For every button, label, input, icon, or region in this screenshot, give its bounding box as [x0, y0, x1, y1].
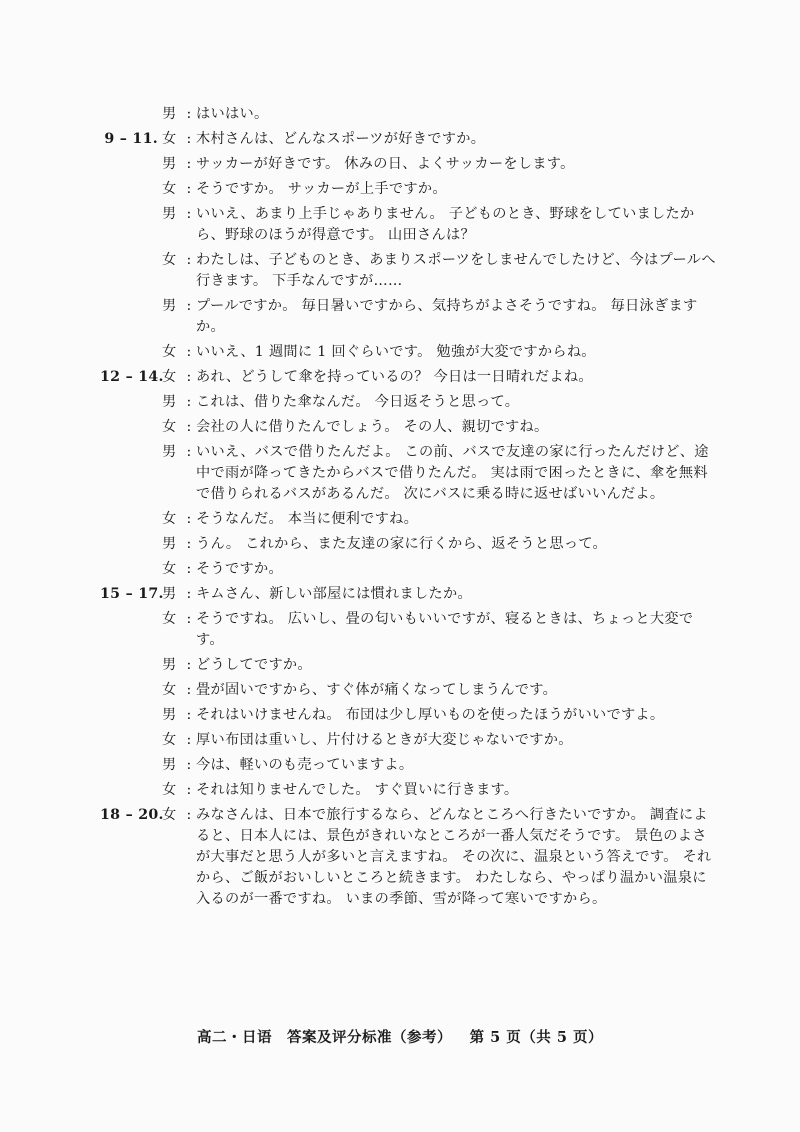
speaker-separator: :: [186, 444, 192, 460]
dialogue-text: キムさん、新しい部屋には慣れましたか。: [196, 586, 472, 602]
dialogue-line: [100, 179, 720, 200]
speaker-separator: :: [186, 682, 192, 698]
speaker-label: 女: [162, 807, 177, 823]
speaker-separator: :: [186, 807, 192, 823]
speaker-label: 女: [162, 369, 177, 385]
dialogue-text: いいえ、あまり上手じゃありません。 子どものとき、野球をしていましたから、野球のほうが得意です。 山田さんは？: [196, 206, 695, 243]
dialogue-text: わたしは、子どものとき、あまりスポーツをしませんでしたけど、今はプールへ行きます。 下手なんですが……: [196, 252, 716, 289]
dialogue-line: [100, 129, 720, 150]
speaker-separator: :: [186, 732, 192, 748]
speaker-label: 女: [162, 131, 177, 147]
speaker-separator: :: [186, 561, 192, 577]
dialogue-text: それは知りませんでした。 すぐ買いに行きます。: [196, 782, 519, 798]
speaker-label: 女: [162, 561, 177, 577]
speaker-separator: :: [186, 252, 192, 268]
dialogue-line: [100, 417, 720, 438]
dialogue-line: [100, 250, 720, 292]
dialogue-text: それはいけませんね。 布団は少し厚いものを使ったほうがいいですよ。: [196, 707, 665, 723]
dialogue-line: [100, 655, 720, 676]
speaker-separator: :: [186, 106, 192, 122]
speaker-label: 男: [162, 106, 177, 122]
dialogue-text: あれ、どうして傘を持っているの？ 今日は一日晴れだよね。: [196, 369, 593, 385]
speaker-label: 男: [162, 298, 177, 314]
speaker-label: 女: [162, 682, 177, 698]
dialogue-line: [100, 509, 720, 530]
dialogue-line: [100, 584, 720, 605]
speaker-separator: :: [186, 657, 192, 673]
dialogue-text: そうですか。: [196, 561, 283, 577]
speaker-label: 女: [162, 419, 177, 435]
speaker-label: 男: [162, 657, 177, 673]
page-footer: [0, 1026, 800, 1047]
speaker-label: 男: [162, 156, 177, 172]
speaker-label: 男: [162, 536, 177, 552]
dialogue-line: [100, 342, 720, 363]
speaker-separator: :: [186, 156, 192, 172]
speaker-label: 女: [162, 782, 177, 798]
dialogue-line: [100, 104, 720, 125]
dialogue-text: 会社の人に借りたんでしょう。 その人、親切ですね。: [196, 419, 549, 435]
speaker-label: 女: [162, 611, 177, 627]
speaker-separator: :: [186, 419, 192, 435]
question-number: 9 – 11.: [104, 131, 158, 147]
footer-page-number: 第 5 页（共 5 页）: [469, 1029, 603, 1046]
dialogue-text: 木村さんは、どんなスポーツが好きですか。: [196, 131, 486, 147]
dialogue-line: [100, 780, 720, 801]
dialogue-line: [100, 705, 720, 726]
speaker-label: 男: [162, 707, 177, 723]
speaker-separator: :: [186, 511, 192, 527]
dialogue-line: [100, 204, 720, 246]
speaker-label: 女: [162, 511, 177, 527]
dialogue-line: [100, 154, 720, 175]
dialogue-text: うん。 これから、また友達の家に行くから、返そうと思って。: [196, 536, 608, 552]
dialogue-text: プールですか。 毎日暑いですから、気持ちがよさそうですね。 毎日泳ぎますか。: [196, 298, 698, 335]
speaker-label: 女: [162, 344, 177, 360]
speaker-separator: :: [186, 536, 192, 552]
dialogue-text: そうですね。 広いし、畳の匂いもいいですが、寝るときは、ちょっと大変です。: [196, 611, 694, 648]
speaker-label: 男: [162, 757, 177, 773]
speaker-separator: :: [186, 394, 192, 410]
speaker-label: 女: [162, 732, 177, 748]
speaker-separator: :: [186, 707, 192, 723]
dialogue-text: はいはい。: [196, 106, 269, 122]
dialogue-text: どうしてですか。: [196, 657, 312, 673]
speaker-separator: :: [186, 586, 192, 602]
speaker-separator: :: [186, 131, 192, 147]
speaker-label: 女: [162, 252, 177, 268]
dialogue-line: [100, 442, 720, 505]
speaker-label: 男: [162, 586, 177, 602]
question-number: 15 – 17.: [100, 586, 164, 602]
dialogue-line: [100, 755, 720, 776]
dialogue-text: サッカーが好きです。 休みの日、よくサッカーをします。: [196, 156, 575, 172]
footer-title: 高二・日语 答案及评分标准（参考）: [197, 1029, 453, 1046]
dialogue-line: [100, 680, 720, 701]
dialogue-text: 厚い布団は重いし、片付けるときが大変じゃないですか。: [196, 732, 573, 748]
speaker-label: 男: [162, 206, 177, 222]
speaker-separator: :: [186, 181, 192, 197]
dialogue-line: [100, 805, 720, 910]
dialogue-line: [100, 296, 720, 338]
dialogue-line: [100, 559, 720, 580]
dialogue-line: [100, 534, 720, 555]
speaker-separator: :: [186, 298, 192, 314]
speaker-label: 男: [162, 444, 177, 460]
dialogue-line: [100, 730, 720, 751]
speaker-separator: :: [186, 611, 192, 627]
dialogue-text: いいえ、バスで借りたんだよ。 この前、バスで友達の家に行ったんだけど、途中で雨が降ってきたからバスで借りたんだ。 実は雨で困ったときに、傘を無料で借りられるバスがあるんだ。 次にバスに乗る時に返せばいいんだよ。: [196, 444, 709, 502]
dialogue-text: いいえ、1 週間に 1 回ぐらいです。 勉強が大変ですからね。: [196, 344, 596, 360]
dialogue-text: そうなんだ。 本当に便利ですね。: [196, 511, 419, 527]
listening-transcript: [100, 104, 720, 914]
dialogue-text: これは、借りた傘なんだ。 今日返そうと思って。: [196, 394, 520, 410]
speaker-label: 男: [162, 394, 177, 410]
speaker-separator: :: [186, 344, 192, 360]
question-number: 12 – 14.: [100, 369, 164, 385]
question-number: 18 – 20.: [100, 807, 164, 823]
speaker-separator: :: [186, 757, 192, 773]
speaker-separator: :: [186, 206, 192, 222]
dialogue-text: 畳が固いですから、すぐ体が痛くなってしまうんです。: [196, 682, 558, 698]
dialogue-line: [100, 392, 720, 413]
dialogue-text: そうですか。 サッカーが上手ですか。: [196, 181, 447, 197]
speaker-label: 女: [162, 181, 177, 197]
speaker-separator: :: [186, 782, 192, 798]
speaker-separator: :: [186, 369, 192, 385]
dialogue-line: [100, 367, 720, 388]
dialogue-text: 今は、軽いのも売っていますよ。: [196, 757, 414, 773]
dialogue-text: みなさんは、日本で旅行するなら、どんなところへ行きたいですか。 調査によると、日本人には、景色がきれいなところが一番人気だそうです。 景色のよさが大事だと思う人が多いと言えますね。 その次に、温泉という答えです。 それから、ご飯がおいしいところと続きます。 わたしなら、やっぱり温かい温泉に入るのが一番ですね。 いまの季節、雪が降って寒いですから。: [196, 807, 712, 907]
dialogue-line: [100, 609, 720, 651]
